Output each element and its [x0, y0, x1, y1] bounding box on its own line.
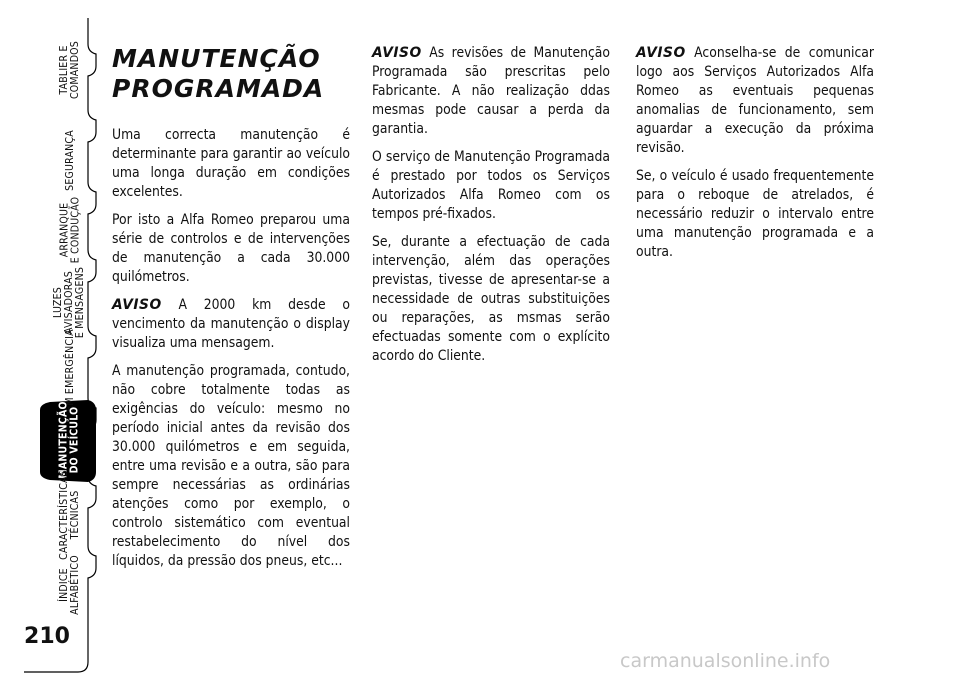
tab-label: MANUTENÇÃO DO VEÍCULO — [58, 401, 81, 479]
paragraph: Se, o veículo é usado frequentemente para o reboque de atrelados, é necessário reduzir o intervalo entre uma manutenção programada e a outra. — [636, 168, 874, 260]
tab-label: TABLIER E COMANDOS — [58, 40, 81, 100]
paragraph: Uma correcta manutenção é determinante para garantir ao veículo uma longa duração em condições excelentes. — [112, 127, 350, 200]
warning-label: AVISO — [636, 45, 686, 61]
warning-paragraph — [112, 296, 350, 353]
warning-text: As revisões de Manutenção Programada são prescritas pelo Fabricante. A não realização ddas mesmas pode causar a perda da garantia. — [372, 45, 610, 137]
tab-seguranca[interactable] — [40, 120, 100, 200]
tab-manutencao-veiculo[interactable] — [40, 400, 100, 480]
tab-label: CARACTERÍSTICAS TÉCNICAS — [58, 470, 82, 560]
page-number: 210 — [24, 624, 70, 649]
warning-label: AVISO — [372, 45, 422, 61]
tab-label: LUZES AVISADORAS E MENSAGENS — [52, 266, 87, 338]
page-title — [112, 44, 350, 104]
paragraph: Se, durante a efectuação de cada intervenção, além das operações previstas, tivesse de apresentar-se a necessidade de outras substituições ou reparações, as msmas serão efectuadas somente com o explícito acordo do Cliente. — [372, 234, 610, 364]
warning-label: AVISO — [112, 297, 162, 313]
watermark: carmanualsonline.info — [620, 650, 831, 672]
warning-paragraph — [636, 44, 874, 158]
column-1 — [112, 44, 350, 580]
paragraph: O serviço de Manutenção Programada é prestado por todos os Serviços Autorizados Alfa Romeo com os tempos pré-fixados. — [372, 149, 610, 222]
tab-em-emergencia[interactable] — [40, 330, 100, 410]
tab-label: SEGURANÇA — [63, 129, 76, 191]
tab-label: ARRANQUE E CONDUÇÃO — [58, 196, 82, 264]
paragraph: Por isto a Alfa Romeo preparou uma série de controlos e de intervenções de manutenção a cada 30.000 quilómetros. — [112, 212, 350, 285]
paragraph: A manutenção programada, contudo, não cobre totalmente todas as exigências do veículo: mesmo no período inicial antes da revisão dos 30.000 quilómetros e em seguida, entre uma revisão e a outra, são para sempre necessárias as ordinárias atenções como por exemplo, o controlo sistemático com eventual restabelecimento do nível dos líquidos, da pressão dos pneus, etc... — [112, 363, 350, 569]
tab-label: ÍNDICE ALFABÉTICO — [58, 555, 81, 615]
title-line-2: PROGRAMADA — [112, 74, 325, 103]
tab-indice-alfabetico[interactable] — [40, 545, 100, 625]
warning-paragraph — [372, 44, 610, 139]
column-3 — [636, 44, 874, 271]
tab-caracteristicas-tecnicas[interactable] — [40, 470, 100, 560]
title-line-1: MANUTENÇÃO — [112, 44, 321, 73]
tab-arranque-conducao[interactable] — [40, 190, 100, 270]
warning-text: A 2000 km desde o vencimento da manutenção o display visualiza uma mensagem. — [112, 297, 350, 351]
column-2 — [372, 44, 610, 375]
tab-label: EM EMERGÊNCIA — [63, 328, 76, 412]
tab-tablier-comandos[interactable] — [40, 20, 100, 120]
warning-text: Aconselha-se de comunicar logo aos Serviços Autorizados Alfa Romeo as eventuais pequenas anomalias de funcionamento, sem aguardar a execução da próxima revisão. — [636, 45, 874, 156]
chapter-sidebar — [0, 0, 100, 692]
